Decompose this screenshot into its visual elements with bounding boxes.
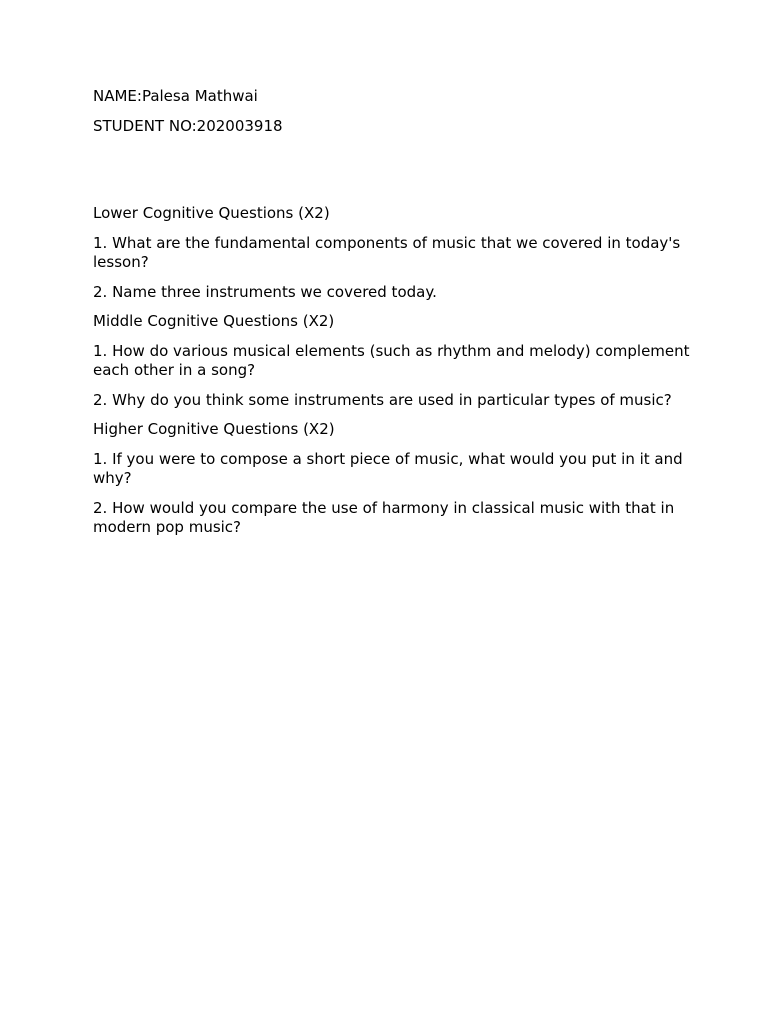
student-name: NAME:Palesa Mathwai bbox=[93, 87, 258, 105]
student-number: STUDENT NO:202003918 bbox=[93, 116, 283, 135]
middle-question-1: 1. How do various musical elements (such as rhythm and melody) complement each other in a song? bbox=[93, 341, 690, 379]
middle-question-2: 2. Why do you think some instruments are used in particular types of music? bbox=[93, 390, 672, 409]
lower-cognitive-heading: Lower Cognitive Questions (X2) bbox=[93, 204, 330, 222]
higher-cognitive-heading: Higher Cognitive Questions (X2) bbox=[93, 420, 335, 438]
lower-question-1: 1. What are the fundamental components of music that we covered in today's lesson? bbox=[93, 233, 681, 271]
higher-question-2: 2. How would you compare the use of harmony in classical music with that in modern pop music? bbox=[93, 498, 675, 536]
blank-space bbox=[93, 146, 693, 204]
higher-question-1: 1. If you were to compose a short piece of music, what would you put in it and why? bbox=[93, 449, 683, 487]
document-page bbox=[93, 87, 693, 548]
middle-cognitive-heading: Middle Cognitive Questions (X2) bbox=[93, 312, 335, 330]
lower-question-2: 2. Name three instruments we covered today. bbox=[93, 282, 437, 301]
